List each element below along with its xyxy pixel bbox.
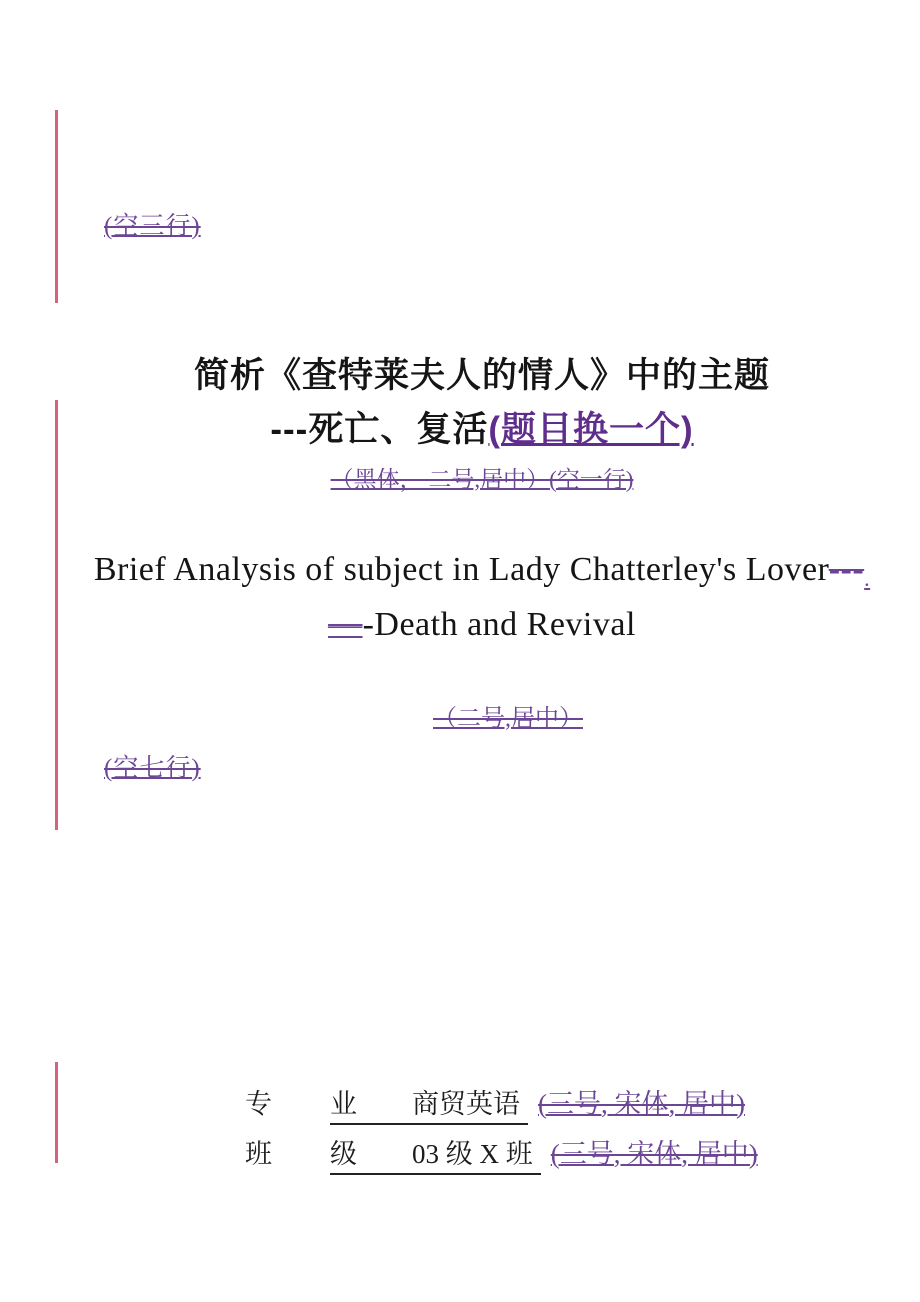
- deleted-dashes: ---: [828, 551, 865, 588]
- english-title-wrap: [93, 551, 871, 591]
- changed-dash: —: [328, 606, 363, 643]
- field-label-char: 班: [245, 1139, 272, 1169]
- english-subtitle-text: -Death and Revival: [362, 606, 636, 643]
- revision-change-bar: [55, 110, 58, 303]
- english-title-line2: [0, 606, 920, 644]
- field-label-char: 级: [330, 1139, 357, 1169]
- note-blank-seven-lines: [104, 748, 201, 784]
- field-class-row: [245, 1132, 758, 1182]
- field-class-underline: [330, 1132, 541, 1175]
- field-major-underline: [330, 1082, 528, 1125]
- field-major-row: [245, 1082, 758, 1132]
- english-title-text: Brief Analysis of subject in Lady Chatterley's Lover: [93, 551, 829, 588]
- chinese-title-line1: [0, 348, 920, 398]
- field-major-value: 商贸英语: [412, 1089, 520, 1119]
- note-en-format-line: [0, 698, 920, 733]
- note-strike-wrap: [323, 467, 642, 492]
- inserted-period: .: [864, 566, 871, 591]
- note-text: (空七行): [104, 755, 201, 782]
- chinese-subtitle-wrap: [270, 410, 693, 449]
- chinese-title-text: 简析《查特莱夫人的情人》中的主题: [193, 356, 770, 395]
- field-label-char: 专: [245, 1089, 272, 1119]
- revision-change-bar: [55, 1062, 58, 1163]
- note-en-format: （二号,居中）: [433, 706, 583, 732]
- note-title-format-line: [0, 461, 920, 494]
- info-fields: [245, 1082, 758, 1182]
- note-title-format: （黑体， 二号,居中）(空一行): [330, 467, 634, 492]
- field-class-value: 03 级 X 班: [412, 1139, 533, 1169]
- chinese-title-line2: [0, 402, 920, 452]
- note-field-format: (三号, 宋体, 居中): [538, 1089, 745, 1119]
- english-title-line1: [0, 551, 920, 592]
- title-change-comment: (题目换一个): [488, 410, 694, 449]
- note-strike-wrap: [417, 706, 599, 732]
- english-subtitle-wrap: [328, 606, 636, 643]
- chinese-subtitle-text: ---死亡、复活: [270, 410, 489, 449]
- field-label-char: 业: [330, 1089, 357, 1119]
- note-text: (空三行): [104, 213, 201, 240]
- note-field-format: (三号, 宋体, 居中): [550, 1139, 758, 1169]
- note-blank-three-lines: [104, 206, 201, 242]
